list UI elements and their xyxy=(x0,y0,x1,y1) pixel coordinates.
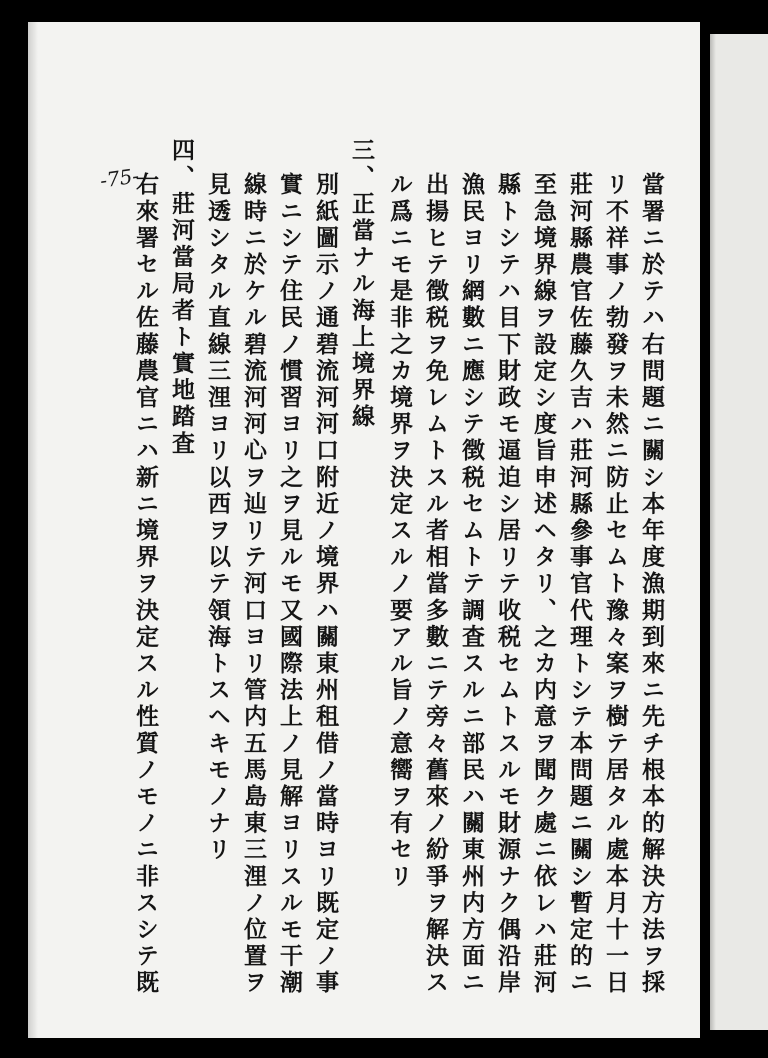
section-heading-4: 四、莊河當局者ト實地踏査 xyxy=(168,138,195,458)
text-column-10: 別紙圖示ノ通碧流河河口附近ノ境界ハ關東州租借ノ當時ヨリ既定ノ事 xyxy=(312,172,339,997)
text-column-5: 縣トシテハ目下財政モ逼迫シ居リテ收税セムトスルモ財源ナク偶沿岸 xyxy=(494,172,521,997)
text-column-6: 漁民ヨリ網數ニ應シテ徴税セムトテ調査スルニ部民ハ關東州内方面ニ xyxy=(458,172,485,997)
text-column-4: 至急境界線ヲ設定シ度旨申述ヘタリ、之カ内意ヲ聞ク處ニ依レハ莊河 xyxy=(530,172,557,997)
text-column-2: リ不祥事ノ勃發ヲ未然ニ防止セムト豫々案ヲ樹テ居タル處本月十一日 xyxy=(602,172,629,997)
text-column-12: 線時ニ於ケル碧流河河心ヲ辿リテ河口ヨリ管内五馬島東三浬ノ位置ヲ xyxy=(240,172,267,997)
text-column-8: ル爲ニモ是非之カ境界ヲ決定スルノ要アル旨ノ意嚮ヲ有セリ xyxy=(386,172,413,891)
text-column-13: 見透シタル直線三浬ヨリ以西ヲ以テ領海トスヘキモノナリ xyxy=(204,172,231,864)
text-column-1: 當署ニ於テハ右問題ニ關シ本年度漁期到來ニ先チ根本的解決方法ヲ採 xyxy=(638,172,665,997)
section-heading-3: 三、正當ナル海上境界線 xyxy=(348,138,375,431)
document-page xyxy=(28,22,700,1038)
text-column-15: 右來署セル佐藤農官ニハ新ニ境界ヲ決定スル性質ノモノニ非スシテ既 xyxy=(132,172,159,997)
text-column-3: 莊河縣農官佐藤久吉ハ莊河縣參事官代理トシテ本問題ニ關シ暫定的ニ xyxy=(566,172,593,997)
text-column-7: 出揚ヒテ徴税ヲ免レムトスル者相當多數ニテ旁々舊來ノ紛爭ヲ解決ス xyxy=(422,172,449,997)
page-number: -75- xyxy=(98,163,141,193)
adjacent-page-edge xyxy=(710,34,768,1030)
text-column-11: 實ニシテ住民ノ慣習ヨリ之ヲ見ルモ又國際法上ノ見解ヨリスルモ干潮 xyxy=(276,172,303,997)
